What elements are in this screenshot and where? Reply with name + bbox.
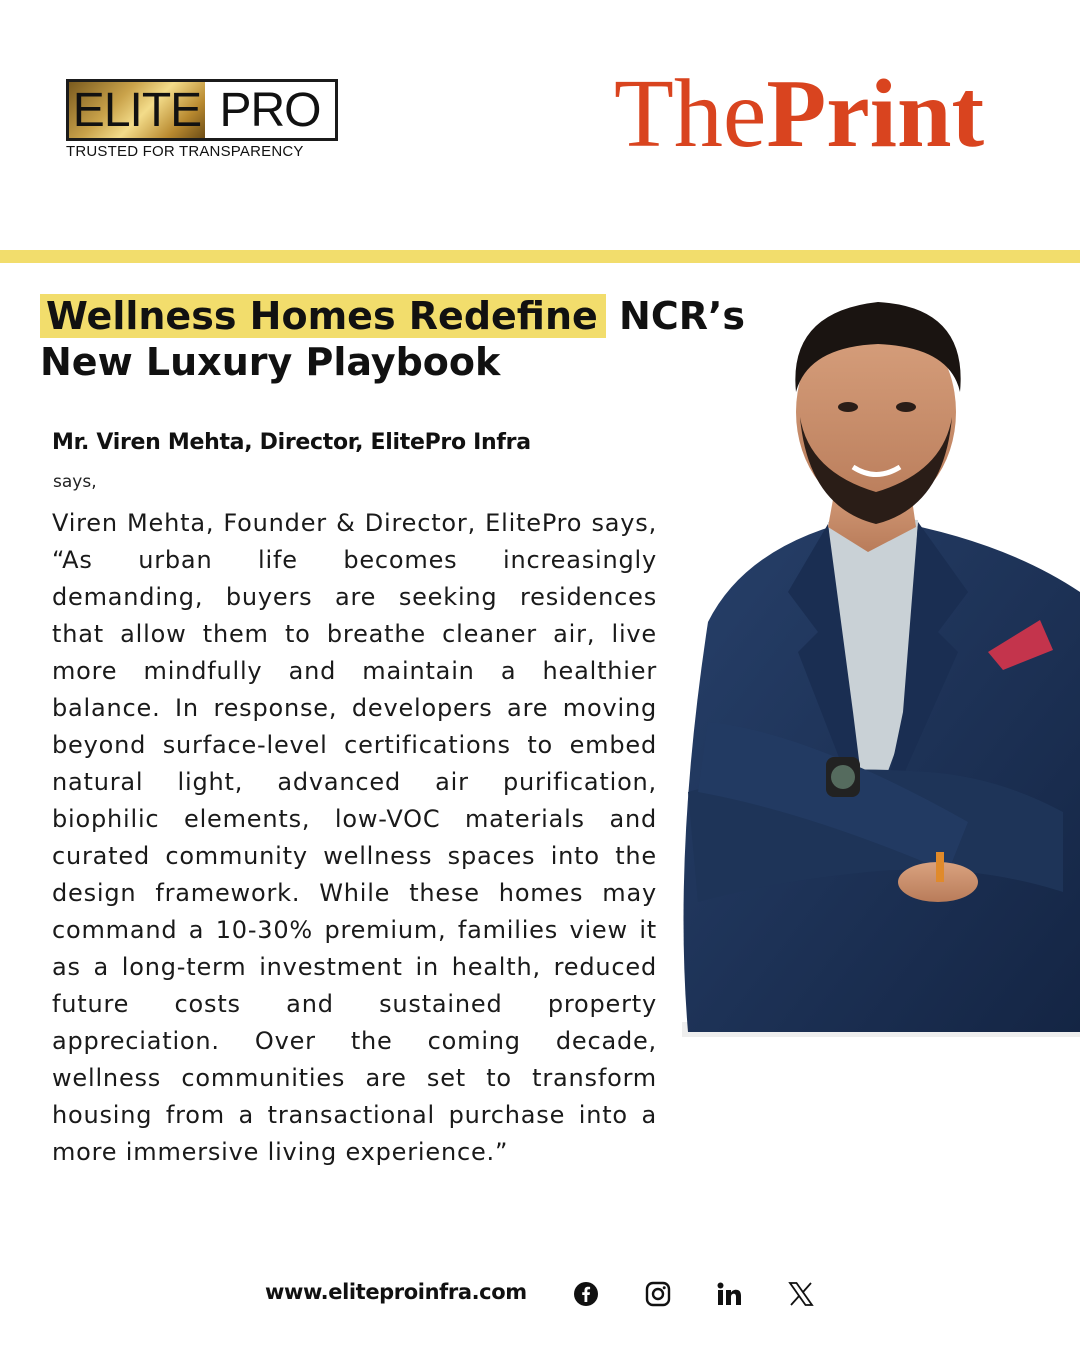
quote-body: Viren Mehta, Founder & Director, ElitePro says, “As urban life becomes increasingly demanding, buyers are seeking residences that allow them to breathe cleaner air, live more mindfully and maintain a healthier balance. In response, developers are moving beyond surface-level certifications to embed natural light, advanced air purification, biophilic elements, low-VOC materials and curated community wellness spaces into the design framework. While these homes may command a 10-30% premium, families view it as a long-term investment in health, reduced future costs and sustained property appreciation. Over the coming decade, wellness communities are set to transform housing from a transactional purchase into a more immersive living experience.” [52,509,657,1166]
portrait-photo [668,292,1080,1037]
elitepro-logo-box [66,79,338,141]
elitepro-logo-elite: ELITE [69,82,205,138]
linkedin-icon[interactable] [714,1279,744,1309]
headline [40,293,760,385]
elitepro-logo-pro: PRO [205,82,335,138]
elitepro-tagline: TRUSTED FOR TRANSPARENCY [66,143,304,160]
website-link[interactable]: www.eliteproinfra.com [265,1280,527,1304]
headline-highlight: Wellness Homes Redefine [40,294,606,338]
says-label: says, [53,472,97,492]
instagram-icon[interactable] [643,1279,673,1309]
facebook-icon[interactable] [571,1279,601,1309]
byline: Mr. Viren Mehta, Director, ElitePro Infra [52,430,531,455]
theprint-logo-the: The [614,60,767,168]
theprint-logo-print: Print [766,60,985,168]
headline-rest: NCR’s [619,294,746,338]
x-icon[interactable] [786,1279,816,1309]
yellow-divider [0,250,1080,263]
theprint-logo [614,60,1054,168]
elitepro-logo [66,79,338,163]
headline-line2: New Luxury Playbook [40,340,501,384]
